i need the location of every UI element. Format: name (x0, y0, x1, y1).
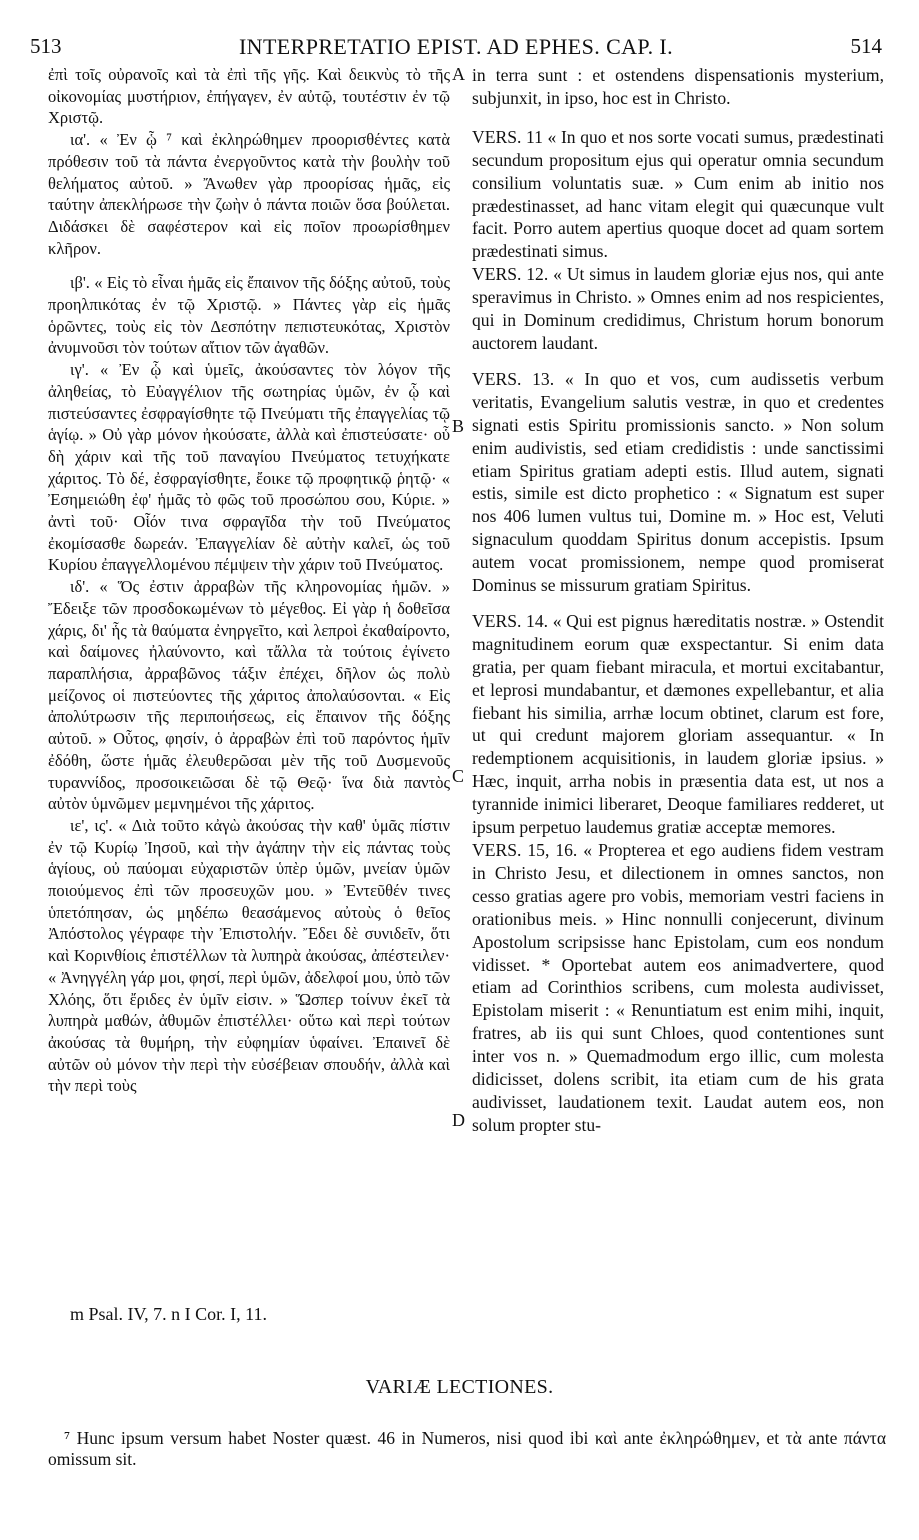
latin-column (472, 64, 884, 1137)
margin-marker-a: A (452, 64, 465, 84)
variae-lectiones-heading: VARIÆ LECTIONES. (365, 1376, 554, 1398)
page-number-right: 514 (850, 34, 882, 58)
greek-column (48, 64, 450, 1097)
footnotes: m Psal. IV, 7. n I Cor. I, 11. (70, 1304, 268, 1324)
latin-paragraph: VERS. 11 « In quo et nos sorte vocati sumus, prædestinati secundum propositum ejus qui operatur omnia secundum consilium voluntatis suæ. » Cum enim ab initio nos prædestinasset, ad hanc vitam elegit qui quæcunque vult facit. Porro autem apertius quoque docet ad quam sortem prædestinati simus. (472, 126, 884, 262)
running-header (30, 34, 882, 60)
greek-paragraph: ἐπὶ τοῖς οὐρανοῖς καὶ τὰ ἐπὶ τῆς γῆς. Καὶ δεικνὺς τὸ τῆς οἰκονομίας μυστήριον, ἐπήγαγεν, ἐν αὐτῷ, τουτέστιν ἐν τῷ Χριστῷ. (48, 65, 450, 128)
greek-paragraph: ιδ'. « Ὅς ἐστιν ἀρραβὼν τῆς κληρονομίας ἡμῶν. » Ἔδειξε τῶν προσδοκωμένων τὸ μέγεθος. Εἰ γὰρ ἡ δοθεῖσα χάρις, δι' ἧς τὰ θαύματα ἐνηργεῖτο, καὶ λεπροὶ ἐκαθαίροντο, καὶ δαίμονες ἠλαύνοντο, καὶ τἄλλα τὰ τούτοις ἐγίνετο παραπλήσια, ἀρραβῶνος τάξιν ἐπέχει, δῆλον ὡς πολὺ μείζονος οἱ πιστεύοντες τῆς χάριτος ἀπολαύσονται. « Εἰς ἀπολύτρωσιν τῆς περιποιήσεως, εἰς ἔπαινον τῆς δόξης αὐτοῦ. » Οὗτος, φησίν, ὁ ἀρραβὼν ἐπὶ τοῦ παρόντος ἡμῖν ἐδόθη, ὥστε ἡμᾶς ἐλευθερῶσαι μὲν τῆς τοῦ Δυσμενοῦς τυραννίδος, προσοικειῶσαι δὲ τῷ Θεῷ· ἵνα διὰ παντὸς αὐτὸν ὑμνῶμεν μεμνημένοι τῆς χάριτος. (48, 577, 450, 814)
page-number-left: 513 (30, 34, 62, 58)
margin-marker-b: B (452, 416, 465, 436)
greek-paragraph: ια'. « Ἐν ᾧ ⁷ καὶ ἐκληρώθημεν προορισθέντες κατὰ πρόθεσιν τοῦ τὰ πάντα ἐνεργοῦντος κατὰ τὴν βουλὴν τοῦ θελήματος αὐτοῦ. » Ἄνωθεν γὰρ προορίσας ἡμᾶς, εἰς ταύτην ἀπεκλήρωσε τὴν ζωὴν ὁ πάντα ποιῶν ὅσα βούλεται. Διδάσκει δὲ σαφέστερον καὶ εἰς ποῖον προωρίσθημεν κλῆρον. (48, 130, 450, 258)
margin-marker-c: C (452, 766, 465, 786)
greek-paragraph: ιβ'. « Εἰς τὸ εἶναι ἡμᾶς εἰς ἔπαινον τῆς δόξης αὐτοῦ, τοὺς προηλπικότας ἐν τῷ Χριστῷ. » Πάντες γὰρ εἰς ἡμᾶς ὁρῶντες, τοὺς εἰς τὸν Δεσπότην πεπιστευκότας, Χριστὸν ἀνυμνοῦσι τὸν τούτων αἴτιον τῶν ἀγαθῶν. (48, 273, 450, 358)
latin-paragraph: VERS. 13. « In quo et vos, cum audissetis verbum veritatis, Evangelium salutis vestræ, in quo et credentes signati estis Spiritu promissionis sancto. » Non solum enim audivistis, sed etiam credidistis : unde sanctissimi etiam Spiritus gratiam adepti estis. Illud autem, signati estis, simile est dicto prophetico : « Signatum est super nos 406 lumen vultus tui, Domine m. » Hoc est, Veluti signaculum quoddam Spiritus donum accepistis. Ipsum autem vocat promissionem, nempe quod promiserat Dominus se missurum gratiam Spiritus. (472, 368, 884, 596)
margin-marker-d: D (452, 1110, 465, 1130)
latin-paragraph: VERS. 12. « Ut simus in laudem gloriæ ejus nos, qui ante speravimus in Christo. » Omnes enim ad nos respicientes, qui in Dominum credidimus, Christum horum bonorum auctorem laudant. (472, 264, 884, 353)
latin-paragraph: in terra sunt : et ostendens dispensationis mysterium, subjunxit, in ipso, hoc est in Christo. (472, 65, 884, 108)
variant-reading-note: ⁷ Hunc ipsum versum habet Noster quæst. 46 in Numeros, nisi quod ibi καὶ ante ἐκληρώθημεν, et τὰ ante πάντα omissum sit. (48, 1427, 886, 1469)
latin-paragraph: VERS. 15, 16. « Propterea et ego audiens fidem vestram in Christo Jesu, et dilectionem in omnes sanctos, non cesso gratias agere pro vobis, memoriam vestri faciens in orationibus meis. » Hinc nonnulli conjecerunt, divinum Apostolum scripsisse hanc Epistolam, cum eos nondum vidisset. * Oportebat autem eos animadvertere, quod etiam ad Corinthios scribens, cum molesta audivisset, Epistolam miserit : « Renuntiatum est enim mihi, inquit, fratres, ab iis qui sunt Chloes, quod contentiones sunt inter vos n. » Quemadmodum ergo illic, cum molesta didicisset, dolens scribit, ita etiam cum de his grata audivisset, laudationem texit. Laudat autem eos, non solum propter stu- (472, 840, 884, 1135)
greek-paragraph: ιε', ις'. « Διὰ τοῦτο κἀγὼ ἀκούσας τὴν καθ' ὑμᾶς πίστιν ἐν τῷ Κυρίῳ Ἰησοῦ, καὶ τὴν ἀγάπην τὴν εἰς πάντας τοὺς ἁγίους, οὐ παύομαι εὐχαριστῶν ὑπὲρ ὑμῶν, μνείαν ὑμῶν ποιούμενος ἐπὶ τῶν προσευχῶν μου. » Ἐντεῦθέν τινες ὑπετόπησαν, ὡς μηδέπω θεασάμενος αὐτοὺς ὁ θεῖος Ἀπόστολος γέγραφε τὴν Ἐπιστολήν. Ἔδει δὲ συνιδεῖν, ὅτι καὶ Κορινθίοις ἐπιστέλλων τὰ λυπηρὰ ἀκούσας, ἀπέστειλεν· « Ἀνηγγέλη γάρ μοι, φησί, περὶ ὑμῶν, ἀδελφοί μου, ὑπὸ τῶν Χλόης, ὅτι ἔριδες ἐν ὑμῖν εἰσιν. » Ὥσπερ τοίνυν ἐκεῖ τὰ λυπηρὰ μαθών, ἀθυμῶν ἐπιστέλλει· οὕτω καὶ περὶ τούτων ἀκούσας τὰ θυμήρη, τὴν εὐφημίαν ὑφαίνει. Ἐπαινεῖ δὲ αὐτῶν οὐ μόνον τὴν περὶ τὴν εὐσέβειαν σπουδήν, ἀλλὰ καὶ τὴν περὶ τοὺς (48, 815, 450, 1096)
running-title: INTERPRETATIO EPIST. AD EPHES. CAP. I. (238, 34, 674, 59)
latin-paragraph: VERS. 14. « Qui est pignus hæreditatis nostræ. » Ostendit magnitudinem eorum quæ exspectantur. Si enim data gratia, per quam fiebant miracula, et mortui excitabantur, et leprosi mundabantur, et dæmones expellebantur, et alia fiebant his similia, arrhæ locum obtinet, clarum est fore, ut qui credunt majorem gloriam assequantur. « In redemptionem acquisitionis, in laudem gloriæ ipsius. » Hæc, inquit, arrha nobis in præsentia data est, ut nos a tyrannide inimici liberaret, Deoque familiares redderet, ut ipsum perpetuo laudemus gratiæ acceptæ memores. (472, 610, 884, 838)
greek-paragraph: ιγ'. « Ἐν ᾧ καὶ ὑμεῖς, ἀκούσαντες τὸν λόγον τῆς ἀληθείας, τὸ Εὐαγγέλιον τῆς σωτηρίας ὑμῶν, ἐν ᾧ καὶ πιστεύσαντες ἐσφραγίσθητε τῷ Πνεύματι τῆς ἐπαγγελίας τῷ ἁγίῳ. » Οὐ γὰρ μόνον ἠκούσατε, ἀλλὰ καὶ ἐπιστεύσατε· οὗ δὴ χάριν καὶ τῆς τοῦ παναγίου Πνεύματος τετυχήκατε χάριτος. Τὸ δέ, ἐσφραγίσθητε, ἔοικε τῷ προφητικῷ ῥητῷ· « Ἐσημειώθη ἐφ' ἡμᾶς τὸ φῶς τοῦ προσώπου σου, Κύριε. » ἀντὶ τοῦ· Οἷόν τινα σφραγῖδα τὴν τοῦ Πνεύματος ἐκομίσασθε δωρεάν. Ἐπαγγελίαν δὲ αὐτὴν καλεῖ, ὡς τοῦ Κυρίου ἐπαγγελλομένου πέμψειν τὴν χάριν τοῦ Πνεύματος. (48, 360, 450, 575)
